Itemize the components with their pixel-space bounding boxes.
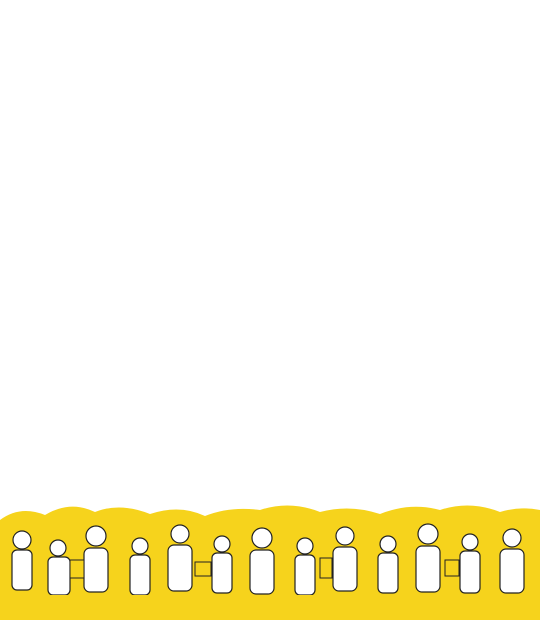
crowd-illustration <box>0 500 540 620</box>
